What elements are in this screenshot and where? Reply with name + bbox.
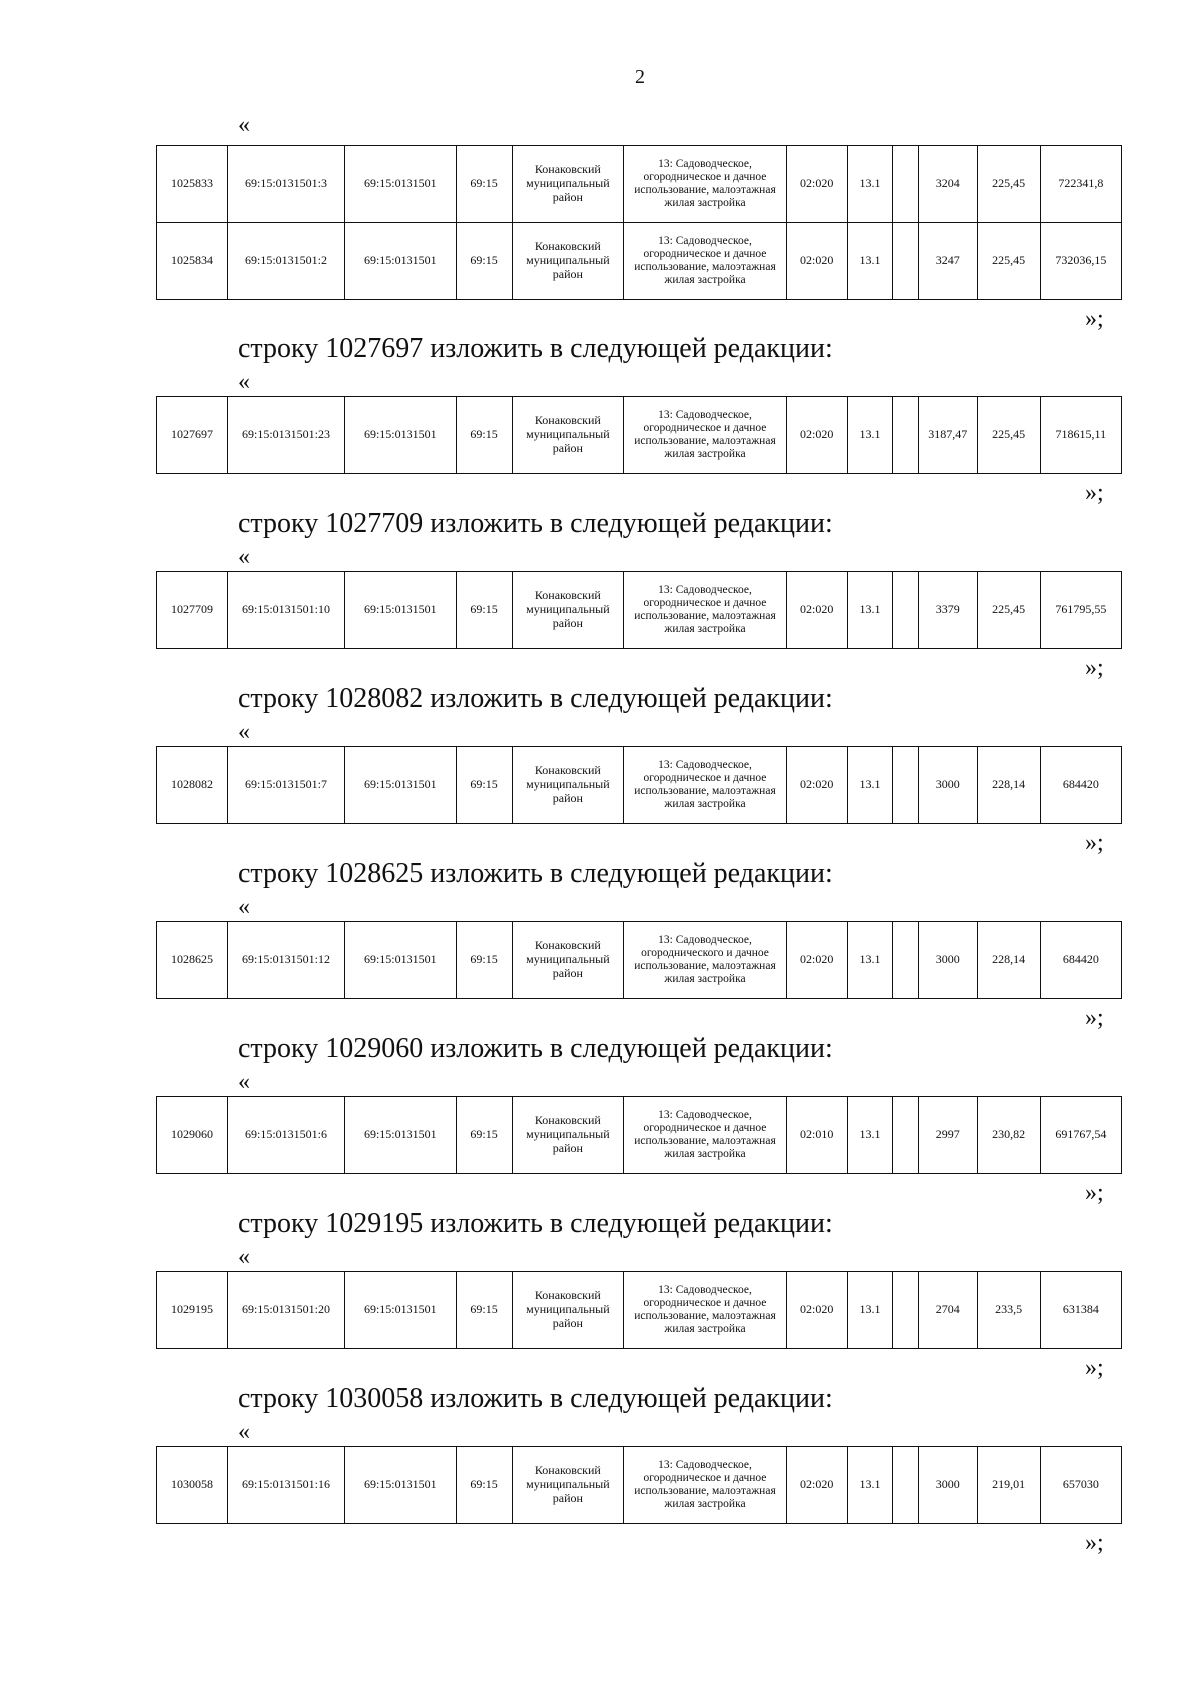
cell-value: 718615,11	[1040, 397, 1121, 474]
cell-area: 3187,47	[918, 397, 977, 474]
cell-area: 2997	[918, 1097, 977, 1174]
cell-value: 761795,55	[1040, 572, 1121, 649]
cell-value: 691767,54	[1040, 1097, 1121, 1174]
cell-rate: 225,45	[977, 146, 1040, 223]
cell-use: 13: Садоводческое, огородническое и дачное использование, малоэтажная жилая застройка	[624, 1447, 787, 1524]
cell-group: 13.1	[847, 146, 893, 223]
cell-empty	[893, 1272, 918, 1349]
cell-area: 3247	[918, 223, 977, 300]
cell-use: 13: Садоводческое, огородническое и дачное использование, малоэтажная жилая застройка	[624, 1272, 787, 1349]
cell-cadastral: 69:15:0131501:20	[228, 1272, 345, 1349]
cell-group: 13.1	[847, 747, 893, 824]
cell-rate: 233,5	[977, 1272, 1040, 1349]
cell-empty	[893, 1447, 918, 1524]
opening-quote: «	[238, 719, 250, 745]
cell-id: 1030058	[157, 1447, 228, 1524]
register-table	[156, 1446, 1122, 1524]
table-row	[157, 1097, 1122, 1174]
cell-area: 3000	[918, 922, 977, 999]
cell-id: 1025834	[157, 223, 228, 300]
cell-district: Конаковский муниципальный район	[512, 1447, 624, 1524]
cell-empty	[893, 572, 918, 649]
cell-group: 13.1	[847, 572, 893, 649]
opening-quote: «	[238, 1419, 250, 1445]
cell-empty	[893, 223, 918, 300]
amendment-heading: строку 1029195 изложить в следующей редакции:	[238, 1208, 833, 1239]
cell-kind: 02:020	[786, 223, 847, 300]
register-table	[156, 571, 1122, 649]
opening-quote: «	[238, 1069, 250, 1095]
cell-group: 13.1	[847, 1097, 893, 1174]
cell-id: 1029195	[157, 1272, 228, 1349]
amendment-heading: строку 1028082 изложить в следующей редакции:	[238, 683, 833, 714]
cell-kind: 02:020	[786, 397, 847, 474]
cell-quarter: 69:15:0131501	[344, 1447, 456, 1524]
cell-value: 722341,8	[1040, 146, 1121, 223]
cell-cadastral: 69:15:0131501:23	[228, 397, 345, 474]
cell-empty	[893, 1097, 918, 1174]
cell-kind: 02:010	[786, 1097, 847, 1174]
amendment-heading: строку 1027697 изложить в следующей редакции:	[238, 333, 833, 364]
cell-code: 69:15	[456, 1272, 512, 1349]
cell-use: 13: Садоводческое, огородническое и дачное использование, малоэтажная жилая застройка	[624, 397, 787, 474]
opening-quote: «	[238, 894, 250, 920]
cell-quarter: 69:15:0131501	[344, 1097, 456, 1174]
cell-code: 69:15	[456, 572, 512, 649]
cell-value: 684420	[1040, 922, 1121, 999]
table-row	[157, 572, 1122, 649]
cell-group: 13.1	[847, 397, 893, 474]
table-row	[157, 223, 1122, 300]
cell-quarter: 69:15:0131501	[344, 223, 456, 300]
register-table	[156, 396, 1122, 474]
opening-quote: «	[238, 112, 250, 138]
amendment-heading: строку 1029060 изложить в следующей редакции:	[238, 1033, 833, 1064]
cell-code: 69:15	[456, 146, 512, 223]
cell-code: 69:15	[456, 223, 512, 300]
table-row	[157, 146, 1122, 223]
opening-quote: «	[238, 544, 250, 570]
cell-district: Конаковский муниципальный район	[512, 1097, 624, 1174]
cell-use: 13: Садоводческое, огородническое и дачное использование, малоэтажная жилая застройка	[624, 572, 787, 649]
cell-cadastral: 69:15:0131501:2	[228, 223, 345, 300]
closing-quote: »;	[1085, 306, 1104, 332]
cell-value: 657030	[1040, 1447, 1121, 1524]
register-table	[156, 746, 1122, 824]
closing-quote: »;	[1085, 480, 1104, 506]
cell-rate: 225,45	[977, 223, 1040, 300]
register-table	[156, 1271, 1122, 1349]
cell-value: 732036,15	[1040, 223, 1121, 300]
cell-rate: 228,14	[977, 922, 1040, 999]
register-table	[156, 1096, 1122, 1174]
cell-cadastral: 69:15:0131501:12	[228, 922, 345, 999]
table-row	[157, 397, 1122, 474]
closing-quote: »;	[1085, 655, 1104, 681]
cell-use: 13: Садоводческое, огородническое и дачное использование, малоэтажная жилая застройка	[624, 223, 787, 300]
table-row	[157, 922, 1122, 999]
page-number: 2	[635, 66, 645, 88]
cell-code: 69:15	[456, 747, 512, 824]
cell-district: Конаковский муниципальный район	[512, 223, 624, 300]
opening-quote: «	[238, 369, 250, 395]
cell-empty	[893, 922, 918, 999]
cell-cadastral: 69:15:0131501:6	[228, 1097, 345, 1174]
amendment-heading: строку 1028625 изложить в следующей редакции:	[238, 858, 833, 889]
cell-group: 13.1	[847, 922, 893, 999]
cell-rate: 225,45	[977, 572, 1040, 649]
cell-quarter: 69:15:0131501	[344, 572, 456, 649]
cell-kind: 02:020	[786, 146, 847, 223]
cell-empty	[893, 146, 918, 223]
cell-area: 3000	[918, 747, 977, 824]
cell-use: 13: Садоводческое, огороднического и дачное использование, малоэтажная жилая застройка	[624, 922, 787, 999]
cell-kind: 02:020	[786, 1447, 847, 1524]
cell-group: 13.1	[847, 223, 893, 300]
cell-cadastral: 69:15:0131501:16	[228, 1447, 345, 1524]
cell-id: 1027697	[157, 397, 228, 474]
cell-use: 13: Садоводческое, огородническое и дачное использование, малоэтажная жилая застройка	[624, 146, 787, 223]
closing-quote: »;	[1085, 1530, 1104, 1556]
cell-quarter: 69:15:0131501	[344, 747, 456, 824]
cell-district: Конаковский муниципальный район	[512, 397, 624, 474]
cell-quarter: 69:15:0131501	[344, 1272, 456, 1349]
cell-code: 69:15	[456, 922, 512, 999]
cell-district: Конаковский муниципальный район	[512, 922, 624, 999]
amendment-heading: строку 1030058 изложить в следующей редакции:	[238, 1383, 833, 1414]
table-row	[157, 1447, 1122, 1524]
cell-group: 13.1	[847, 1447, 893, 1524]
cell-code: 69:15	[456, 1097, 512, 1174]
cell-use: 13: Садоводческое, огородническое и дачное использование, малоэтажная жилая застройка	[624, 747, 787, 824]
closing-quote: »;	[1085, 1005, 1104, 1031]
register-table	[156, 145, 1122, 300]
cell-district: Конаковский муниципальный район	[512, 572, 624, 649]
cell-rate: 219,01	[977, 1447, 1040, 1524]
closing-quote: »;	[1085, 1355, 1104, 1381]
cell-empty	[893, 397, 918, 474]
cell-kind: 02:020	[786, 572, 847, 649]
cell-rate: 228,14	[977, 747, 1040, 824]
cell-kind: 02:020	[786, 747, 847, 824]
register-table	[156, 921, 1122, 999]
cell-cadastral: 69:15:0131501:10	[228, 572, 345, 649]
cell-empty	[893, 747, 918, 824]
cell-district: Конаковский муниципальный район	[512, 747, 624, 824]
table-row	[157, 747, 1122, 824]
cell-value: 684420	[1040, 747, 1121, 824]
amendment-heading: строку 1027709 изложить в следующей редакции:	[238, 508, 833, 539]
cell-kind: 02:020	[786, 922, 847, 999]
cell-use: 13: Садоводческое, огородническое и дачное использование, малоэтажная жилая застройка	[624, 1097, 787, 1174]
cell-id: 1028625	[157, 922, 228, 999]
cell-id: 1027709	[157, 572, 228, 649]
cell-quarter: 69:15:0131501	[344, 922, 456, 999]
cell-area: 3379	[918, 572, 977, 649]
opening-quote: «	[238, 1244, 250, 1270]
cell-id: 1025833	[157, 146, 228, 223]
cell-group: 13.1	[847, 1272, 893, 1349]
cell-value: 631384	[1040, 1272, 1121, 1349]
cell-quarter: 69:15:0131501	[344, 146, 456, 223]
cell-area: 2704	[918, 1272, 977, 1349]
cell-cadastral: 69:15:0131501:7	[228, 747, 345, 824]
cell-district: Конаковский муниципальный район	[512, 1272, 624, 1349]
cell-rate: 225,45	[977, 397, 1040, 474]
cell-quarter: 69:15:0131501	[344, 397, 456, 474]
cell-kind: 02:020	[786, 1272, 847, 1349]
cell-district: Конаковский муниципальный район	[512, 146, 624, 223]
cell-id: 1028082	[157, 747, 228, 824]
cell-rate: 230,82	[977, 1097, 1040, 1174]
cell-id: 1029060	[157, 1097, 228, 1174]
cell-area: 3000	[918, 1447, 977, 1524]
closing-quote: »;	[1085, 830, 1104, 856]
cell-code: 69:15	[456, 397, 512, 474]
cell-area: 3204	[918, 146, 977, 223]
cell-code: 69:15	[456, 1447, 512, 1524]
cell-cadastral: 69:15:0131501:3	[228, 146, 345, 223]
table-row	[157, 1272, 1122, 1349]
closing-quote: »;	[1085, 1180, 1104, 1206]
